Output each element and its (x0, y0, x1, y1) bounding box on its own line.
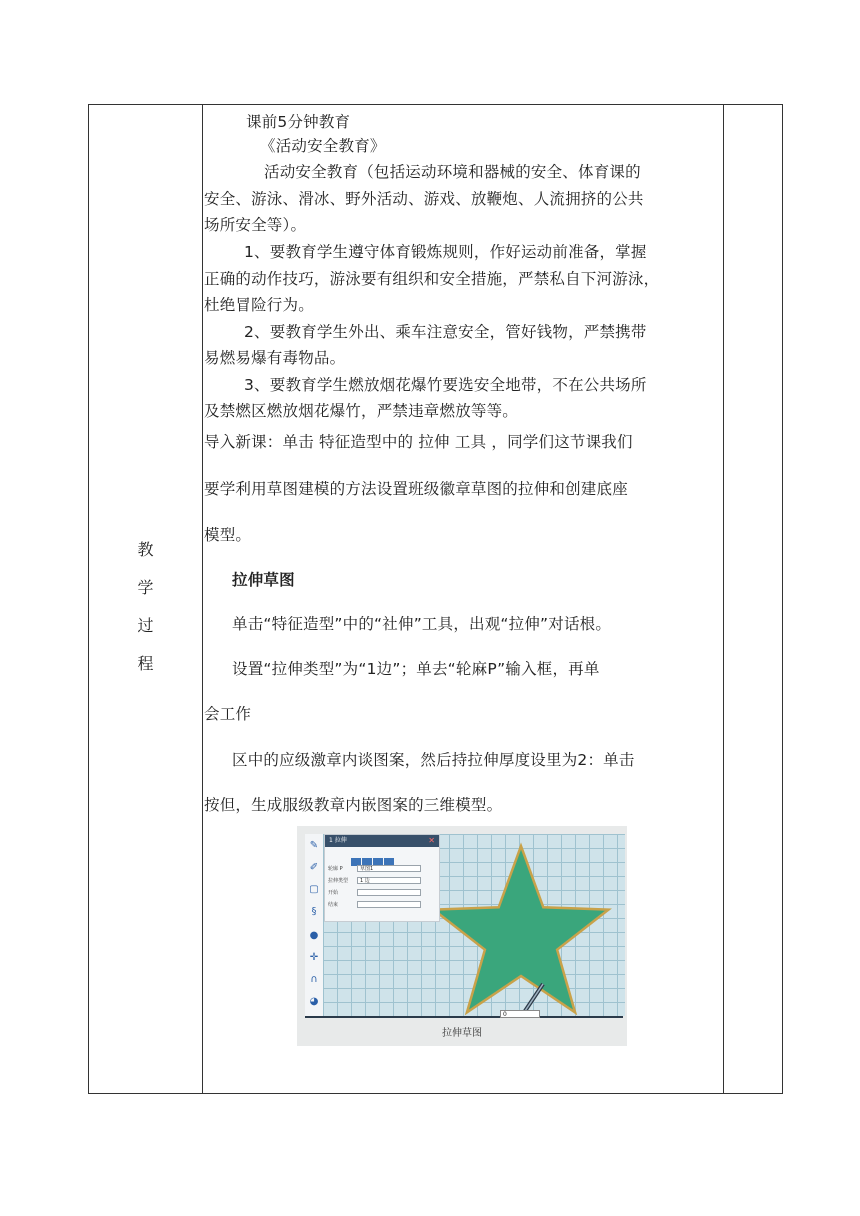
square-icon[interactable]: ▢ (309, 884, 319, 895)
profile-field[interactable]: 草图1 (357, 865, 421, 872)
section-label-char: 过 (137, 616, 154, 635)
rule-item: 3、要教育学生燃放烟花爆竹要选安全地带，不在公共场所 (244, 376, 647, 394)
figure-caption: 拉伸草图 (442, 1028, 482, 1039)
paragraph-line: 导入新课：单击 特征造型中的 拉伸 工具 ，同学们这节课我们 (204, 433, 633, 451)
shape-icon[interactable]: ● (309, 930, 319, 941)
extrude-dialog-title (325, 835, 439, 847)
extrude-dialog (324, 834, 440, 922)
section-label-char: 学 (137, 578, 154, 597)
field-label: 拉伸类型 (328, 878, 349, 884)
extrude-sketch-figure (297, 826, 627, 1046)
cad-screenshot (305, 834, 623, 1018)
brush-icon[interactable]: ✐ (309, 862, 319, 873)
rule-item: 1、要教育学生遵守体育锻炼规则，作好运动前准备，掌握 (244, 243, 647, 261)
end-field[interactable] (357, 901, 421, 908)
paragraph-line: 区中的应级激章内谈图案，然后持拉伸厚度设里为2：单击 (232, 751, 635, 769)
paragraph-line: 设置“拉伸类型”为“1边”；单去“轮麻P”输入框，再单 (232, 660, 600, 678)
pen-icon[interactable]: ✎ (309, 840, 319, 851)
field-label: 开始 (328, 890, 339, 896)
extrude-type-select[interactable]: 1 边 (357, 877, 421, 884)
move-icon[interactable]: ✛ (309, 952, 319, 963)
section-label-char: 程 (137, 654, 154, 673)
paragraph-line: 正确的动作技巧，游泳要有组织和安全措施，严禁私自下河游泳， (204, 270, 660, 288)
column-divider-left (202, 105, 203, 1093)
curve-icon[interactable]: § (311, 906, 317, 917)
paragraph-line: 活动安全教育（包括运动环境和器械的安全、体育课的 (264, 163, 641, 181)
paragraph-line: 安全、游泳、滑冰、野外活动、游戏、放鞭炮、人流拥挤的公共 (204, 190, 644, 208)
intro-heading: 课前5分钟教育 (246, 113, 351, 131)
column-divider-right (723, 105, 724, 1093)
section-label (89, 105, 202, 1093)
close-icon[interactable]: ✕ (428, 836, 435, 845)
dialog-title-text: 1 拉伸 (329, 837, 347, 844)
sketch-toolbar (305, 834, 323, 1016)
paragraph-line: 要学利用草图建模的方法设置班级徽章草图的拉伸和创建底座 (204, 480, 628, 498)
paragraph-line: 按但，生成服级教章内嵌图案的三维模型。 (204, 796, 503, 814)
paragraph-line: 模型。 (204, 526, 252, 544)
rule-item: 2、要教育学生外出、乘车注意安全，管好钱物，严禁携带 (244, 323, 647, 341)
paragraph-line: 易燃易爆有毒物品。 (204, 349, 346, 367)
paragraph-line: 会工作 (204, 705, 252, 723)
thickness-input[interactable]: 0 (500, 1010, 540, 1018)
paragraph-line: 场所安全等）。 (204, 216, 307, 234)
magnet-icon[interactable]: ∩ (310, 974, 318, 985)
sphere-icon[interactable]: ◕ (309, 996, 319, 1007)
subsection-heading: 拉伸草图 (232, 571, 295, 589)
field-label: 结束 (328, 902, 339, 908)
topic-title: 《活动安全教育》 (260, 137, 386, 155)
field-label: 轮廓 P (328, 866, 343, 872)
section-label-char: 教 (137, 540, 154, 559)
paragraph-line: 杜绝冒险行为。 (204, 296, 314, 314)
paragraph-line: 单击“特征造型”中的“社伸”工具，出观“拉伸”对话根。 (232, 615, 612, 633)
start-field[interactable] (357, 889, 421, 896)
paragraph-line: 及禁燃区燃放烟花爆竹，严禁违章燃放等等。 (204, 402, 519, 420)
